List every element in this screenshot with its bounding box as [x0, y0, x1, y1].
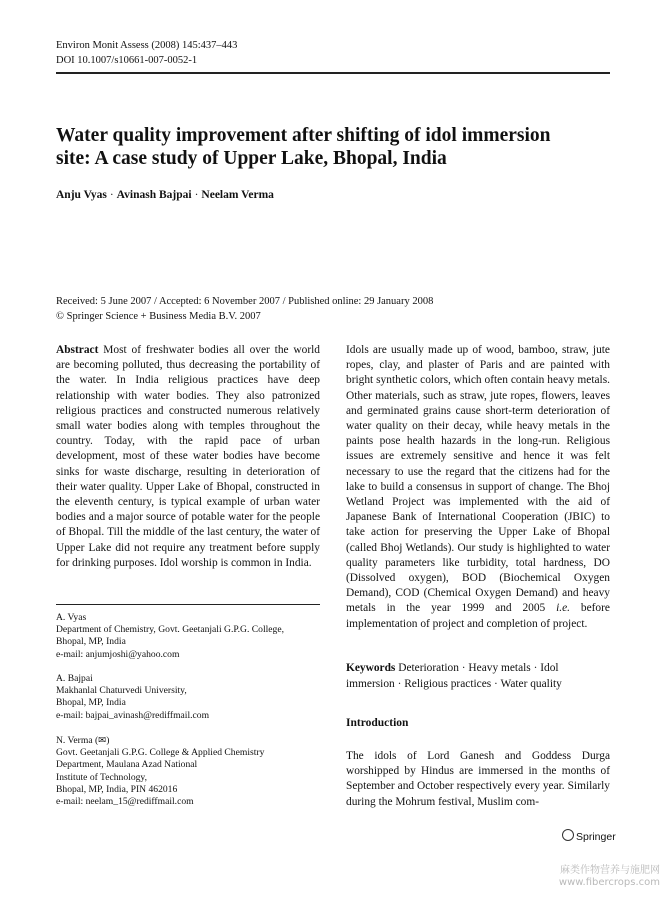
springer-horse-icon: [562, 829, 574, 841]
keywords-label: Keywords: [346, 662, 396, 674]
header-rule: [56, 72, 610, 74]
running-header: [56, 38, 237, 68]
watermark: [559, 865, 660, 889]
affiliation-vyas: [56, 612, 320, 661]
author-name: Neelam Verma: [201, 189, 274, 201]
body-text: Idols are usually made up of wood, bamboo, straw, jute ropes, clay, and plaster of Paris and are painted with bright synthetic colors, which often contain heavy metals. Other materials, such as straw, jute ropes, flowers, leaves and germinated grains cause short-term deterioration of water quality on their decay, while heavy metals in the paints pose health hazards in the long-run. Religious issues are extremely sensitive and hence it was felt necessary to use the regard that the citizens had for the lake to build a consensus in support of change. The Bhoj Wetland Project was implemented with the aid of Japanese Bank of International Cooperation (JBIC) to take action for preserving the Upper Lake of Bhopal (called Bhoj Wetlands). Our study is highlighted to water quality parameters like turbidity, total hardness, DO (Dissolved oxygen), BOD (Biochemical Oxygen Demand), COD (Chemical Oxygen Demand) and heavy metals in the year 1999 and 2005: [346, 344, 610, 615]
affiliation-line: A. Bajpai: [56, 673, 93, 684]
affiliation-line: N. Verma (✉): [56, 735, 110, 746]
publisher-logo: [562, 829, 616, 843]
affiliation-email: e-mail: neelam_15@rediffmail.com: [56, 796, 194, 808]
abstract-label: Abstract: [56, 344, 99, 356]
title-line: Water quality improvement after shifting of idol immersion: [56, 125, 551, 146]
author-list: [56, 189, 274, 201]
watermark-line: www.fibercrops.com: [558, 877, 660, 888]
doi: DOI 10.1007/s10661-007-0052-1: [56, 55, 198, 66]
watermark-line: 麻类作物营养与施肥网: [560, 865, 660, 876]
affiliation-email: e-mail: bajpai_avinash@rediffmail.com: [56, 709, 210, 721]
received-dates: Received: 5 June 2007 / Accepted: 6 November 2007 / Published online: 29 January 2008: [56, 296, 434, 307]
journal-citation: Environ Monit Assess (2008) 145:437–443: [56, 40, 238, 51]
author-separator: ·: [194, 189, 199, 201]
body-column-right: [346, 343, 610, 632]
abstract-text: Most of freshwater bodies all over the world are becoming polluted, thus decreasing the portability of the water. In India religious practices have deep relationship with water bodies. They also patronized religious practices and constructed numerous relatively small water bodies along with temples throughout the country. Today, with the rapid pace of urban development, most of these water bodies have become sinks for waste discharge, resulting in deterioration of their water quality. Upper Lake of Bhopal, constructed in the eleventh century, is typical example of urban water bodies and a major source of potable water for the people of Bhopal. Till the middle of the last century, the water of Upper Lake did not require any treatment before supply for drinking purposes. Idol worship is common in India.: [56, 344, 320, 569]
section-heading-introduction: Introduction: [346, 717, 409, 729]
affiliation-line: Bhopal, MP, India: [56, 636, 126, 648]
affiliation-verma: [56, 735, 320, 808]
paper-title: [56, 124, 596, 170]
publication-history: [56, 294, 433, 324]
author-name: Anju Vyas: [56, 189, 107, 201]
affiliation-line: Institute of Technology,: [56, 771, 147, 783]
author-name: Avinash Bajpai: [116, 189, 192, 201]
affiliation-bajpai: [56, 673, 320, 722]
body-text-italic: i.e.: [556, 602, 571, 615]
affiliation-line: Bhopal, MP, India, PIN 462016: [56, 783, 178, 795]
affiliation-email: e-mail: anjumjoshi@yahoo.com: [56, 648, 180, 660]
abstract: [56, 343, 320, 571]
keywords: [346, 660, 610, 692]
affiliation-line: Bhopal, MP, India: [56, 697, 126, 709]
publisher-name: Springer: [576, 831, 616, 843]
affiliation-rule: [56, 604, 320, 605]
title-line: site: A case study of Upper Lake, Bhopal, India: [56, 148, 447, 169]
author-separator: ·: [109, 189, 114, 201]
body-text: before implementation of project and completion of project.: [346, 602, 610, 630]
affiliation-line: A. Vyas: [56, 612, 87, 623]
affiliation-line: Department of Chemistry, Govt. Geetanjali G.P.G. College,: [56, 624, 284, 636]
copyright-line: © Springer Science + Business Media B.V. 2007: [56, 311, 261, 322]
affiliation-line: Makhanlal Chaturvedi University,: [56, 685, 187, 697]
affiliation-line: Govt. Geetanjali G.P.G. College & Applied Chemistry: [56, 747, 265, 759]
introduction-text: The idols of Lord Ganesh and Goddess Durga worshipped by Hindus are immersed in the months of September and October respectively every year. Similarly during the Mohrum festival, Muslim com-: [346, 750, 610, 808]
affiliation-line: Department, Maulana Azad National: [56, 759, 198, 771]
keywords-text: Deterioration · Heavy metals · Idol immersion · Religious practices · Water quality: [346, 662, 562, 690]
